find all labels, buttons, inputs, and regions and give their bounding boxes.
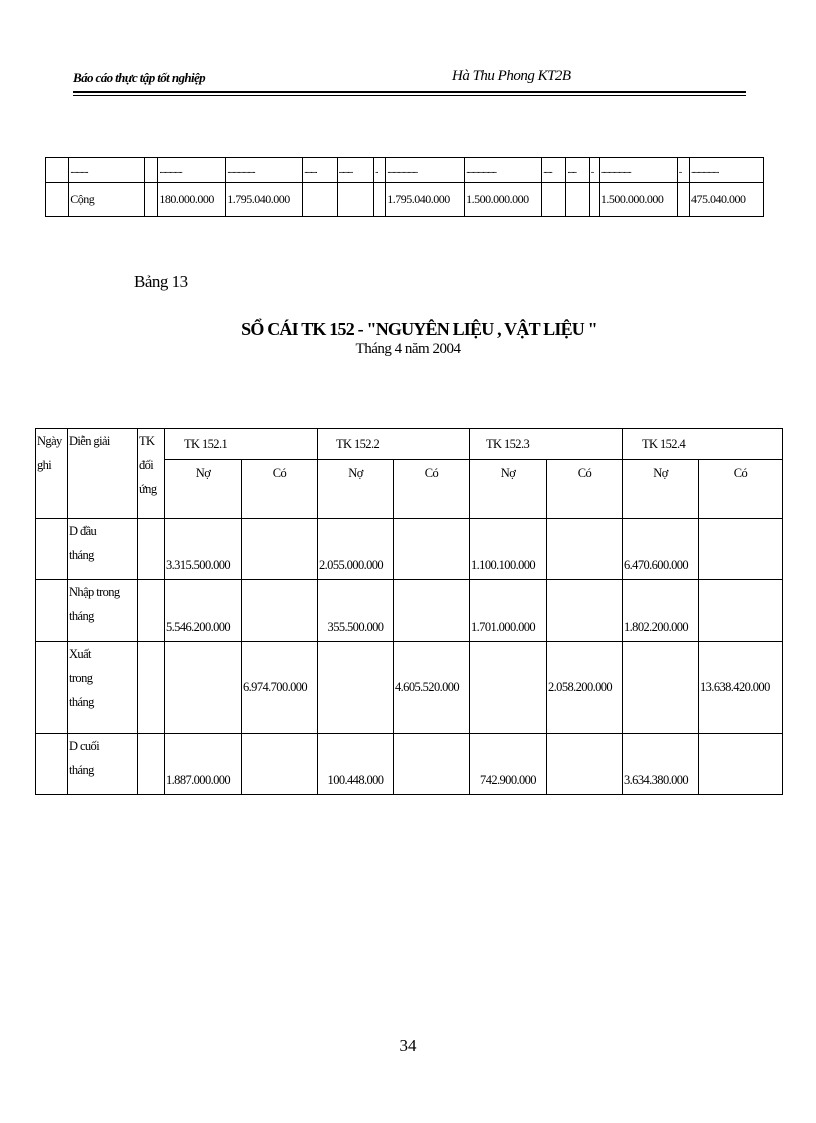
debit-header: Nợ bbox=[165, 460, 242, 519]
header-left-title: Báo cáo thực tập tốt nghiệp bbox=[73, 70, 206, 85]
table-row: D đầu tháng 3.315.500.000 2.055.000.000 1.100.100.000 6.470.600.000 bbox=[36, 519, 783, 580]
account-header: TK 152.1 bbox=[165, 429, 318, 460]
col-tk-header: TK đối ứng bbox=[138, 429, 165, 519]
header-row-accounts bbox=[36, 429, 783, 460]
col-date-header: Ngày ghi bbox=[36, 429, 68, 519]
ledger-title: SỔ CÁI TK 152 - "NGUYÊN LIỆU , VẬT LIỆU " bbox=[241, 319, 597, 339]
table-caption: Bảng 13 bbox=[134, 272, 188, 291]
header-rule-thick bbox=[73, 91, 746, 93]
row-label: Nhập trong tháng bbox=[68, 580, 138, 642]
table-row: Xuất trong tháng 6.974.700.000 4.605.520.000 2.058.200.000 13.638.420.000 bbox=[36, 642, 783, 734]
account-header: TK 152.2 bbox=[318, 429, 470, 460]
ledger-table bbox=[35, 428, 783, 795]
header-rule-thin bbox=[73, 95, 746, 96]
credit-header: Có bbox=[394, 460, 470, 519]
account-header: TK 152.4 bbox=[623, 429, 783, 460]
table-row: Nhập trong tháng 5.546.200.000 355.500.000 1.701.000.000 1.802.200.000 bbox=[36, 580, 783, 642]
table-row: D cuối tháng 1.887.000.000 100.448.000 742.900.000 3.634.380.000 bbox=[36, 734, 783, 795]
header-author: Hà Thu Phong KT2B bbox=[452, 68, 571, 84]
continuation-table bbox=[45, 157, 764, 217]
col-desc-header: Diễn giải bbox=[68, 429, 138, 519]
table-row-total: Cộng 180.000.000 1.795.040.000 1.795.040.000 1.500.000.000 1.500.000.000 475.040.000 bbox=[46, 183, 764, 217]
page-number: 34 bbox=[399, 1036, 417, 1055]
row-label: Xuất trong tháng bbox=[68, 642, 138, 734]
row-label: D đầu tháng bbox=[68, 519, 138, 580]
debit-header: Nợ bbox=[318, 460, 394, 519]
credit-header: Có bbox=[242, 460, 318, 519]
debit-header: Nợ bbox=[470, 460, 547, 519]
total-label: Cộng bbox=[69, 183, 145, 217]
ledger-period: Tháng 4 năm 2004 bbox=[355, 341, 461, 357]
row-label: D cuối tháng bbox=[68, 734, 138, 795]
debit-header: Nợ bbox=[623, 460, 699, 519]
account-header: TK 152.3 bbox=[470, 429, 623, 460]
table-row: .............. .................. ...................... .......... ........... .. ........................ ........................ ....... ....... .. ........................ .. ...................... bbox=[46, 158, 764, 183]
credit-header: Có bbox=[699, 460, 783, 519]
credit-header: Có bbox=[547, 460, 623, 519]
